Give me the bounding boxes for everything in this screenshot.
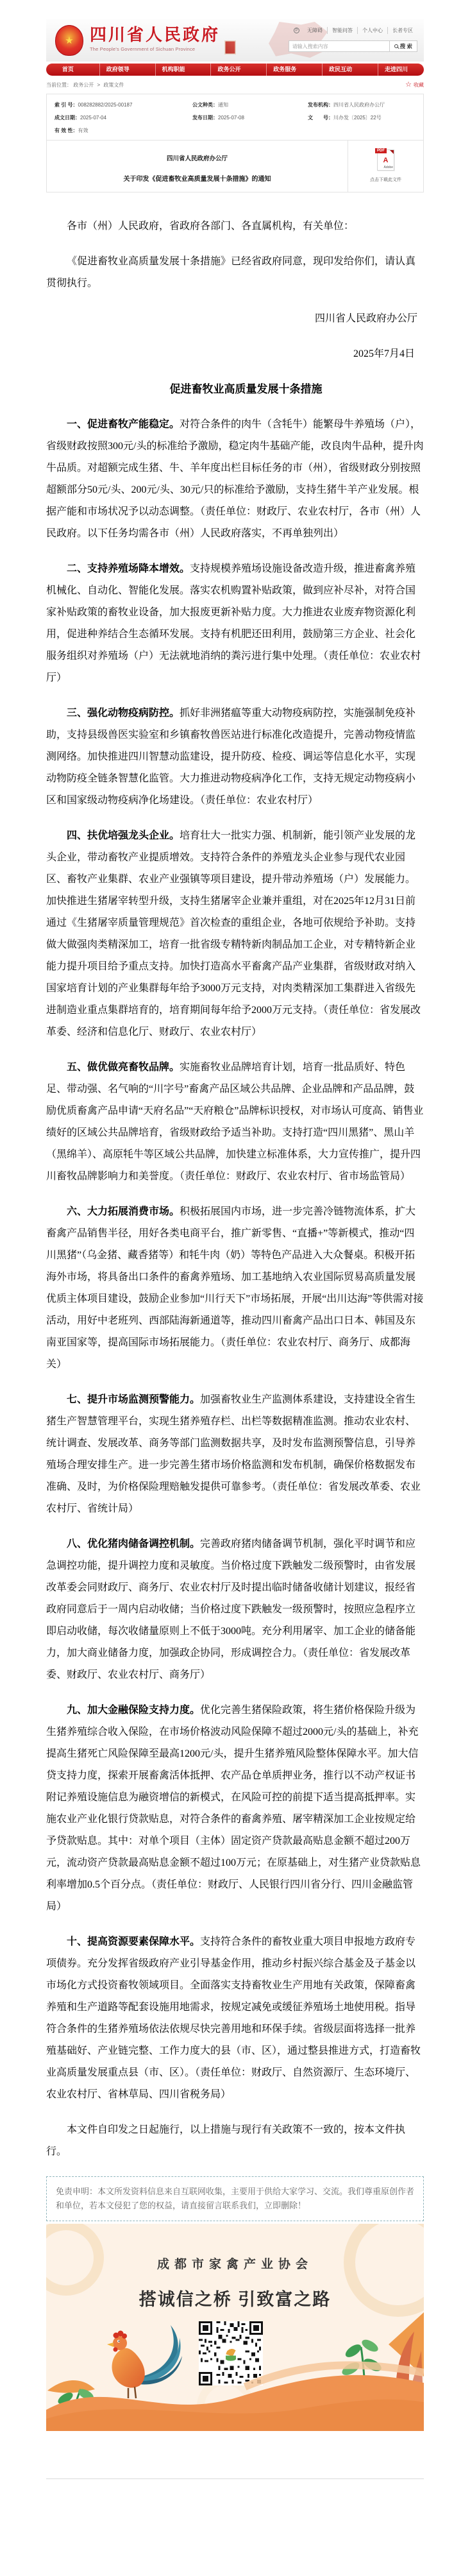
breadcrumb-separator: >: [97, 82, 101, 88]
meta-field-written-date: 成文日期：2025-07-04: [55, 115, 106, 121]
nav-item-interaction[interactable]: 政民互动: [322, 64, 358, 76]
association-banner: [46, 2224, 424, 2431]
wave-decoration-icon: [46, 2357, 424, 2431]
intro-paragraph: 《促进畜牧业高质量发展十条措施》已经省政府同意，现印发给你们，请认真贯彻执行。: [46, 256, 416, 289]
pdf-download-area: [348, 141, 423, 192]
accessibility-icon: P: [294, 28, 299, 33]
star-outline-icon: [405, 81, 412, 89]
top-link-accessibility[interactable]: 无障碍: [307, 28, 323, 33]
section-10: 十、提高资源要素保障水平。支持符合条件的畜牧业重大项目申报地方政府专项债券。充分发挥省级政府产业引导基金作用，推动乡村振兴综合基金及子基金以市场化方式投资畜牧领域项目。全面落实支持畜牧业生产用地有关政策，保障畜禽养殖和生产道路等配套设施用地需求，按规定减免或缓征养殖场土地使用税。指导符合条件的生猪养殖场依法依规尽快完善用地和环保手续。省级层面将选择一批养殖基础好、产业链完整、工作力度大的县（市、区），通过整县推进方式，打造畜牧业高质量发展重点县（市、区）。（责任单位：财政厅、自然资源厅、生态环境厅、农业农村厅、省林草局、四川省税务局）: [46, 1936, 421, 2100]
section-7: 七、提升市场监测预警能力。加强畜牧业生产监测体系建设，支持建设全省生猪生产智慧管理平台，实现生猪养殖存栏、出栏等数据精准监测。推动农业农村、统计调查、发展改革、商务等部门监测数据共享，及时发布监测预警信息，引导养殖场合理安排生产。进一步完善生猪市场价格监测和发布机制，确保价格数据发布准确、及时，为价格保险理赔触发提供可靠参考。（责任单位：省发展改革委、农业农村厅、省统计局）: [46, 1394, 421, 1514]
top-link-senior-zone[interactable]: 长者专区: [387, 27, 417, 34]
salutation: 各市（州）人民政府，省政府各部门、各直属机构，有关单位：: [67, 221, 355, 232]
search-icon: [394, 44, 398, 48]
favorite-button[interactable]: ☆ 收藏: [405, 81, 424, 89]
document-meta-card: [46, 94, 424, 141]
sign-date: 2025年7月4日: [353, 348, 415, 359]
document-title: 促进畜牧业高质量发展十条措施: [169, 383, 323, 395]
page-fold-icon: [390, 150, 394, 154]
site-header: [46, 19, 424, 62]
section-2: 二、支持养殖场降本增效。支持规模养殖场设施设备改造升级，推进畜禽养殖机械化、自动化、智能化发展。落实农机购置补贴政策，做到应补尽补，对符合国家补贴政策的畜牧业设备，加大报废更新补贴力度。大力推进农业废弃物资源化利用，促进种养结合生态循环发展。支持有机肥还田利用，鼓励第三方企业、社会化服务组织对养殖场（户）无法就地消纳的粪污进行集中处理。（责任单位：农业农村厅）: [46, 563, 421, 683]
meta-field-index-no: 索 引 号：008282882/2025-00187: [55, 102, 133, 108]
signer: 四川省人民政府办公厅: [314, 313, 417, 324]
meta-field-doc-number: 文 号：川办发〔2025〕22号: [308, 115, 382, 121]
site-subtitle: The People's Government of Sichuan Province: [90, 46, 196, 52]
breadcrumb-label: 当前位置：: [46, 82, 72, 88]
site-logo: [55, 25, 236, 56]
breadcrumb-row: [46, 81, 424, 89]
top-link-personal-center[interactable]: 个人中心: [357, 27, 387, 34]
nav-item-functions[interactable]: 机构职能: [155, 64, 192, 76]
search-button[interactable]: 搜 索: [389, 40, 417, 52]
section-5: 五、做优做亮畜牧品牌。实施畜牧业品牌培育计划，培育一批品质好、特色足、带动强、名气响的“川字号”畜禽产品区域公共品牌、企业品牌和产品品牌，鼓励优质畜禽产品申请“天府名品”“天府粮仓”品牌标识授权，对市场认可度高、销售业绩好的区域公共品牌培育，省级财政给予适当补助。支持打造“四川黑猪”、黑山羊（黑绵羊）、高原牦牛等区域公共品牌，加快建立标准体系，大力宣传推广，提升四川畜牧品牌影响力和美誉度。（责任单位：财政厅、农业农村厅、省市场监管局）: [46, 1062, 424, 1182]
section-3: 三、强化动物疫病防控。抓好非洲猪瘟等重大动物疫病防控，实施强制免疫补助，支持县级兽医实验室和乡镇畜牧兽医站进行标准化改造提升，完善动物疫情监测网络。加快推进四川智慧动监建设，提升防疫、检疫、调运等信息化水平，实现动物防疫全链条智慧化监管。大力推进动物疫病净化工作，支持无规定动物疫病小区和国家级动物疫病净化场建设。（责任单位：农业农村厅）: [46, 708, 416, 806]
article-body: [46, 216, 424, 2163]
adobe-logo-icon: A: [383, 157, 389, 165]
search-bar: [289, 40, 417, 52]
section-4: 四、扶优培强龙头企业。培育壮大一批实力强、机制新，能引领产业发展的龙头企业，带动畜牧产业提质增效。支持符合条件的养殖龙头企业参与现代农业园区、畜牧产业集群、农业产业强镇等项目建设，提升带动养殖场（户）发展能力。加快推进生猪屠宰转型升级，支持生猪屠宰企业兼并重组，对在2025年12月31日前通过《生猪屠宰质量管理规范》首次检查的重组企业，各地可依规给予补助。支持做大做强肉类精深加工，培育一批省级专精特新肉制品加工企业，对专精特新企业能力提升项目给予重点支持。加快打造高水平畜禽产品产业集群，省级财政对纳入国家培育计划的产业集群每年给予3000万元支持，对肉类精深加工集群进入省级先进制造业重点集群培育的，培育期间每年给予2000万元支持。（责任单位：省发展改革委、经济和信息化厅、财政厅、农业农村厅）: [46, 830, 421, 1037]
meta-field-validity: 有 效 性：有效: [55, 128, 88, 133]
nav-item-leaders[interactable]: 政府领导: [99, 64, 136, 76]
official-seal-icon: [224, 40, 236, 55]
meta-field-doc-type: 公文种类：通知: [192, 102, 228, 108]
section-9: 九、加大金融保险支持力度。优化完善生猪保险政策，将生猪价格保险升级为生猪养殖综合收入保险，在市场价格波动风险保障不超过2000元/头的基础上，补充提高生猪死亡风险保障至最高1200元/头，提升生猪养殖风险整体保障水平。加大信贷支持力度，探索开展畜禽活体抵押、农产品仓单质押业务，推行以不动产权证书附记养殖设施信息为融资增信的新模式，在风险可控的前提下适当提高抵押率。实施农业产业化银行贷款贴息，对符合条件的畜禽养殖、屠宰精深加工企业按规定给予贷款贴息。其中：对单个项目（主体）固定资产贷款最高贴息金额不超过200万元，流动资产贷款最高贴息金额不超过100万元；在原基础上，对生猪产业贷款贴息利率增加0.5个百分点。（责任单位：财政厅、人民银行四川省分行、四川金融监管局）: [46, 1705, 421, 1912]
nav-item-gov-services[interactable]: 政务服务: [266, 64, 303, 76]
search-input[interactable]: [289, 40, 390, 52]
site-title: 四川省人民政府: [90, 25, 221, 44]
breadcrumb-current: 政策文件: [103, 82, 124, 88]
national-emblem-icon: [55, 25, 83, 56]
section-8: 八、优化猪肉储备调控机制。完善政府猪肉储备调节机制，强化平时调节和应急调控功能，提升调控力度和灵敏度。当价格过度下跌触发二级预警时，由省发展改革委会同财政厅、商务厅、农业农村厅及时提出临时储备收储计划建议，报经省政府同意后于一周内启动收储；当价格过度下跌触发一级预警时，按照应急程序立即启动收储，每次收储量原则上不低于3000吨。充分利用屠宰、加工企业的储备能力，加大商业储备力度，加强政企协同，形成调控合力。（责任单位：省发展改革委、财政厅、农业农村厅、商务厅）: [46, 1539, 416, 1680]
breadcrumb: [46, 81, 124, 89]
star-icon: ★: [65, 35, 74, 46]
closing-paragraph: 本文件自印发之日起施行，以上措施与现行有关政策不一致的，按本文件执行。: [46, 2124, 406, 2157]
meta-field-issuer: 发布机构：四川省人民政府办公厅: [308, 102, 385, 108]
main-nav: [46, 64, 424, 76]
section-6: 六、大力拓展消费市场。积极拓展国内市场，进一步完善冷链物流体系，扩大畜禽产品销售半径，用好各类电商平台，推广新零售、“直播+”等新模式，推动“四川黑猪”（乌金猪、藏香猪等）和牦牛肉（奶）等特色产品进入大众餐桌。积极开拓海外市场，将具备出口条件的畜禽养殖场、加工基地纳入农业国际贸易高质量发展优质主体项目建设，鼓励企业参加“川行天下”市场拓展，开展“出川达海”等供需对接活动，用好中老班列、西部陆海新通道等，推动四川畜禽产品出口日本、韩国及东南亚国家等，提高国际市场拓展能力。（责任单位：农业农村厅、商务厅、成都海关）: [46, 1206, 424, 1370]
page-content: [46, 19, 424, 2482]
download-hint[interactable]: 点击下载此文件: [370, 178, 401, 182]
document-notice-title: 关于印发《促进畜牧业高质量发展十条措施》的通知: [123, 176, 271, 183]
top-links: [294, 27, 417, 34]
nav-item-home[interactable]: 首页: [62, 66, 74, 73]
nav-item-gov-info[interactable]: 政务公开: [210, 64, 247, 76]
breadcrumb-link-gov-info[interactable]: 政务公开: [73, 82, 94, 88]
disclaimer-box: 免责申明：本文所发资料信息来自互联网收集，主要用于供给大家学习、交流。我们尊重原创作者和单位，若本文侵犯了您的权益，请直接留言联系我们，立即删除！: [46, 2176, 424, 2221]
banner-org-name: 成都市家禽产业协会: [156, 2258, 313, 2271]
banner-slogan: 搭诚信之桥 引致富之路: [138, 2290, 332, 2309]
footer-divider: [46, 2478, 424, 2482]
top-link-smart-qa[interactable]: 智能问答: [327, 27, 357, 34]
document-header: [46, 141, 424, 192]
section-1: 一、促进畜牧产能稳定。对符合条件的肉牛（含牦牛）能繁母牛养殖场（户），省级财政按照300元/头的标准给予激励，稳定肉牛基础产能，改良肉牛品种，提升肉牛品质。对超额完成生猪、牛、羊年度出栏目标任务的市（州），省级财政分别按照超额部分50元/头、200元/头、30元/只的标准给予激励，支持生猪牛羊产业发展。根据产能和市场状况予以动态调整。（责任单位：财政厅、农业农村厅，各市（州）人民政府。以下任务均需各市（州）人民政府落实，不再单独列出）: [46, 419, 424, 539]
pdf-icon[interactable]: PDF A Adobe: [377, 149, 394, 171]
document-issuing-org: 四川省人民政府办公厅: [166, 155, 228, 162]
nav-item-about-sichuan[interactable]: 走进四川: [378, 64, 414, 76]
meta-field-publish-date: 发布日期：2025-07-08: [192, 115, 244, 121]
